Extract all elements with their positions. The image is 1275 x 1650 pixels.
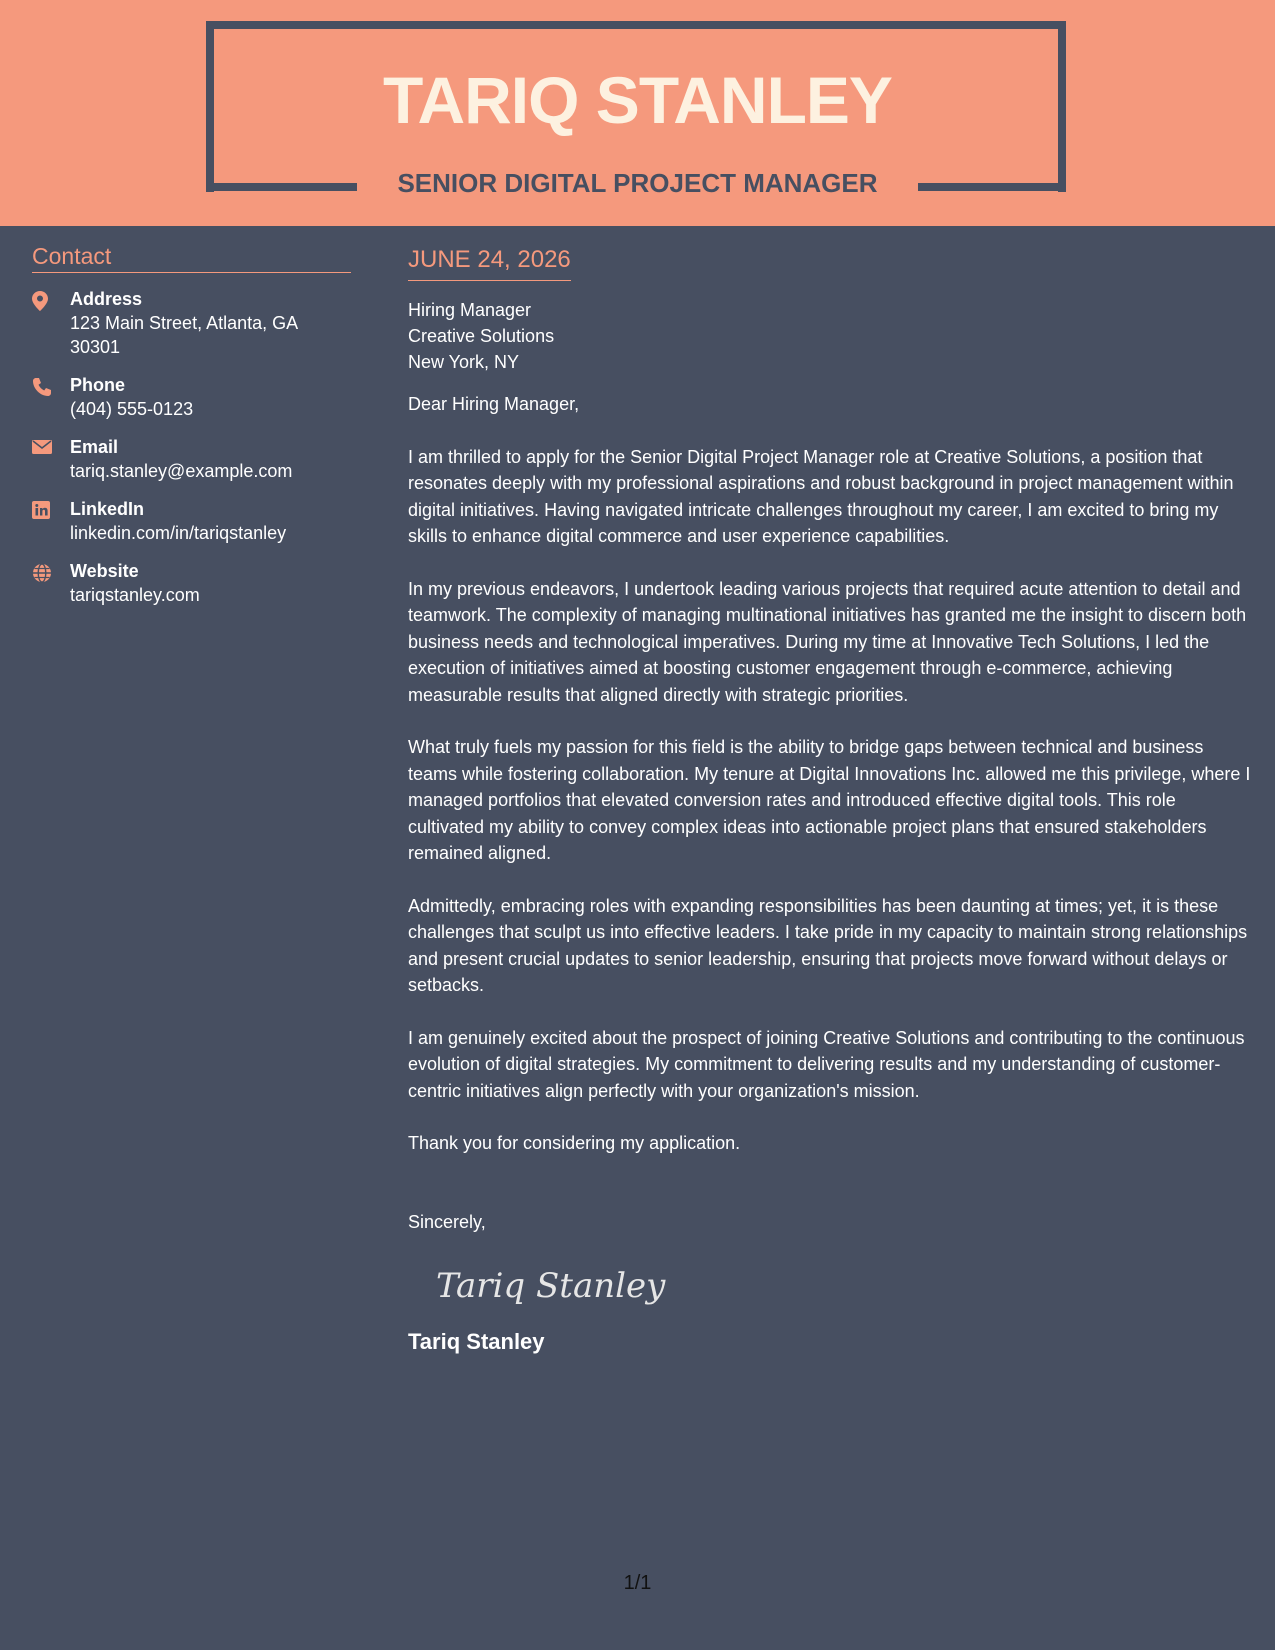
- salutation: Dear Hiring Manager,: [408, 394, 580, 414]
- letter-paragraph: I am thrilled to apply for the Senior Digital Project Manager role at Creative Solutions, a position that resonates deeply with my professional aspirations and robust background in project management within digital initiatives. Having navigated intricate challenges throughout my career, I am excited to bring my skills to enhance digital commerce and user experience capabilities.: [408, 446, 1234, 546]
- recipient-line: Creative Solutions: [408, 326, 555, 346]
- recipient-line: Hiring Manager: [408, 300, 532, 320]
- signature-text: Tariq Stanley: [436, 1266, 666, 1306]
- signoff: Sincerely,: [408, 1211, 486, 1232]
- contact-value-address: 123 Main Street, Atlanta, GA 30301: [70, 313, 298, 357]
- letter-paragraph: What truly fuels my passion for this field is the ability to bridge gaps between technical and business teams while fostering collaboration. My tenure at Digital Innovations Inc. allowed me this privilege, where I managed portfolios that elevated conversion rates and introduced effective digital tools. This role cultivated my ability to convey complex ideas into actionable project plans that ensured stakeholders remained aligned.: [408, 737, 1251, 863]
- contact-value-email: tariq.stanley@example.com: [70, 461, 293, 481]
- contact-label-website: Website: [70, 561, 139, 581]
- contact-value-linkedin: linkedin.com/in/tariqstanley: [70, 523, 287, 543]
- handwritten-signature: [432, 1253, 1253, 1323]
- phone-icon: [32, 373, 70, 421]
- page-number: 1/1: [623, 1572, 652, 1594]
- envelope-icon: [32, 435, 70, 483]
- letter-paragraph: In my previous endeavors, I undertook leading various projects that required acute attention to detail and teamwork. The complexity of managing multinational initiatives has granted me the insight to discern both business needs and technological imperatives. During my time at Innovative Tech Solutions, I led the execution of initiatives aimed at boosting customer engagement through e-commerce, achieving measurable results that aligned directly with strategic priorities.: [408, 578, 1247, 705]
- contact-item-website: [32, 559, 351, 607]
- letter-paragraph: Thank you for considering my application.: [408, 1133, 741, 1153]
- header-banner: [0, 0, 1275, 226]
- contact-label-address: Address: [70, 289, 143, 309]
- contact-sidebar: [32, 240, 351, 621]
- recipient-block: [408, 297, 1253, 375]
- contact-value-website: tariqstanley.com: [70, 585, 200, 605]
- letter-body: [408, 244, 1253, 1357]
- contact-item-address: [32, 287, 351, 359]
- letter-paragraph: I am genuinely excited about the prospect of joining Creative Solutions and contributing to the continuous evolution of digital strategies. My commitment to delivering results and my understanding of customer-centric initiatives align perfectly with your organization's mission.: [408, 1027, 1245, 1101]
- contact-item-phone: [32, 373, 351, 421]
- linkedin-icon: [32, 497, 70, 545]
- letter-date: JUNE 24, 2026: [408, 244, 571, 281]
- letter-paragraph: Admittedly, embracing roles with expanding responsibilities has been daunting at times; yet, it is these challenges that sculpt us into effective leaders. I take pride in my capacity to maintain strong relationships and present crucial updates to senior leadership, ensuring that projects move forward without delays or setbacks.: [408, 895, 1248, 995]
- contact-value-phone: (404) 555-0123: [70, 399, 194, 419]
- contact-item-email: [32, 435, 351, 483]
- contact-item-linkedin: [32, 497, 351, 545]
- contact-heading: Contact: [32, 240, 351, 273]
- globe-icon: [32, 559, 70, 607]
- recipient-line: New York, NY: [408, 352, 520, 372]
- job-title: SENIOR DIGITAL PROJECT MANAGER: [397, 168, 878, 198]
- map-pin-icon: [32, 287, 70, 359]
- contact-label-email: Email: [70, 437, 119, 457]
- contact-label-linkedin: LinkedIn: [70, 499, 145, 519]
- signed-name: Tariq Stanley: [408, 1329, 545, 1354]
- candidate-name: TARIQ STANLEY: [383, 63, 892, 137]
- contact-label-phone: Phone: [70, 375, 126, 395]
